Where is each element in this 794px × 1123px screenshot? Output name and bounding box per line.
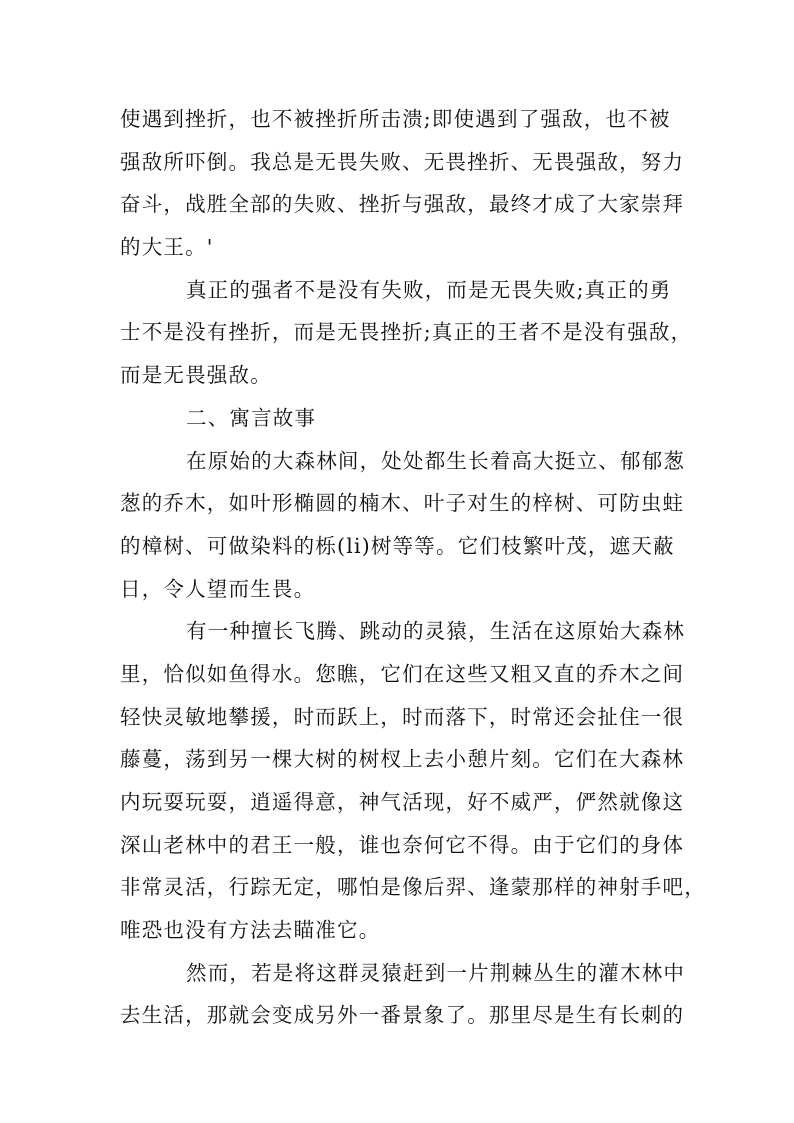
text-line: 而是无畏强敌。	[120, 363, 272, 388]
text-line: 有一种擅长飞腾、跳动的灵猿，生活在这原始大森林	[186, 619, 686, 644]
text-line: 士不是没有挫折，而是无畏挫折;真正的王者不是没有强敌，	[120, 320, 693, 345]
text-line: 内玩耍玩耍，逍遥得意，神气活现，好不威严，俨然就像这	[120, 790, 685, 814]
paragraph	[120, 397, 680, 440]
paragraph	[120, 98, 685, 269]
paragraph	[120, 269, 693, 397]
text-line: 唯恐也没有方法去瞄准它。	[120, 918, 381, 943]
text-line: 藤蔓，荡到另一棵大树的树杈上去小憩片刻。它们在大森林	[120, 747, 685, 772]
text-line: 的大王。'	[120, 235, 214, 260]
text-line: 强敌所吓倒。我总是无畏失败、无畏挫折、无畏强敌，努力	[120, 149, 685, 174]
text-line: 非常灵活，行踪无定，哪怕是像后羿、逢蒙那样的神射手吧，	[120, 875, 706, 900]
text-line: 在原始的大森林间，处处都生长着高大挺立、郁郁葱	[186, 448, 686, 473]
text-line: 二、寓言故事	[186, 405, 317, 430]
text-line: 使遇到挫折，也不被挫折所击溃;即使遇到了强敌，也不被	[120, 107, 671, 131]
text-line: 葱的乔木，如叶形椭圆的楠木、叶子对生的梓树、可防虫蛀	[120, 491, 685, 516]
text-line: 的樟树、可做染料的栎(li)树等等。它们枝繁叶茂，遮天蔽	[120, 533, 675, 558]
text-line: 真正的强者不是没有失败，而是无畏失败;真正的勇	[186, 277, 672, 302]
text-line: 去生活，那就会变成另外一番景象了。那里尽是生有长刺的	[120, 1003, 685, 1028]
text-line: 然而，若是将这群灵猿赶到一片荆棘丛生的灌木林中	[186, 960, 686, 985]
paragraph	[120, 952, 686, 1037]
document-body	[120, 98, 706, 1037]
text-line: 深山老林中的君王一般，谁也奈何它不得。由于它们的身体	[120, 832, 685, 857]
text-line: 里，恰似如鱼得水。您瞧，它们在这些又粗又直的乔木之间	[120, 661, 685, 686]
paragraph	[120, 610, 706, 952]
text-line: 奋斗，战胜全部的失败、挫折与强敌，最终才成了大家崇拜	[120, 192, 685, 217]
text-line: 日，令人望而生畏。	[120, 576, 316, 601]
text-line: 轻快灵敏地攀援，时而跃上，时而落下，时常还会扯住一很	[120, 704, 685, 729]
paragraph	[120, 440, 686, 611]
